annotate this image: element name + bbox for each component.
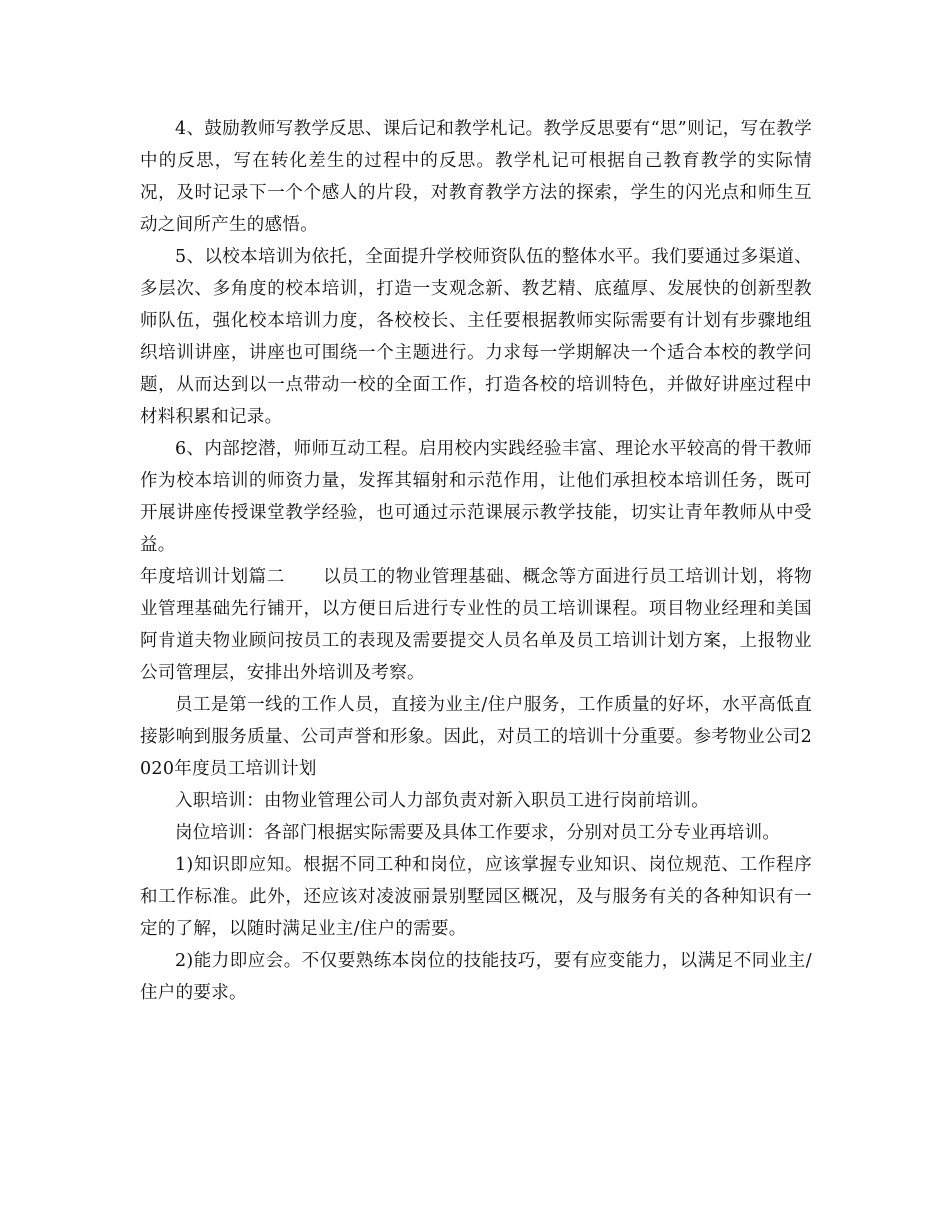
paragraph-item-6: 6、内部挖潜，师师互动工程。启用校内实践经验丰富、理论水平较高的骨干教师作为校本培训的师资力量，发挥其辐射和示范作用，让他们承担校本培训任务，既可开展讲座传授课堂教学经验，也可通过示范课展示教学技能，切实让青年教师从中受益。 — [140, 439, 812, 555]
section-heading: 年度培训计划篇二 — [140, 567, 285, 587]
paragraph-item-4: 4、鼓励教师写教学反思、课后记和教学札记。教学反思要有“思”则记，写在教学中的反思，写在转化差生的过程中的反思。教学札记可根据自己教育教学的实际情况，及时记录下一个个感人的片段，对教育教学方法的探索，学生的闪光点和师生互动之间所产生的感悟。 — [140, 119, 812, 235]
section-two-paragraph — [140, 561, 812, 689]
section-two-text: 以员工的物业管理基础、概念等方面进行员工培训计划，将物业管理基础先行铺开，以方便日后进行专业性的员工培训课程。项目物业经理和美国阿肯道夫物业顾问按员工的表现及需要提交人员名单及员工培训计划方案，上报物业公司管理层，安排出外培训及考察。 — [140, 567, 812, 683]
paragraph-item-5: 5、以校本培训为依托，全面提升学校师资队伍的整体水平。我们要通过多渠道、多层次、多角度的校本培训，打造一支观念新、教艺精、底蕴厚、发展快的创新型教师队伍，强化校本培训力度，各校校长、主任要根据教师实际需要有计划有步骤地组织培训讲座，讲座也可围绕一个主题进行。力求每一学期解决一个适合本校的教学问题，从而达到以一点带动一校的全面工作，打造各校的培训特色，并做好讲座过程中材料积累和记录。 — [140, 247, 812, 427]
paragraph-employee: 员工是第一线的工作人员，直接为业主/住户服务，工作质量的好坏，水平高低直接影响到服务质量、公司声誉和形象。因此，对员工的培训十分重要。参考物业公司2020年度员工培训计划 — [140, 695, 812, 779]
paragraph-knowledge: 1)知识即应知。根据不同工种和岗位，应该掌握专业知识、岗位规范、工作程序和工作标准。此外，还应该对凌波丽景别墅园区概况，及与服务有关的各种知识有一定的了解，以随时满足业主/住户的需要。 — [140, 855, 812, 939]
paragraph-onboarding: 入职培训：由物业管理公司人力部负责对新入职员工进行岗前培训。 — [175, 791, 709, 811]
paragraph-ability: 2)能力即应会。不仅要熟练本岗位的技能技巧，要有应变能力，以满足不同业主/住户的要求。 — [140, 951, 812, 1003]
document-body — [140, 113, 812, 1009]
paragraph-post-training: 岗位培训：各部门根据实际需要及具体工作要求，分别对员工分专业再培训。 — [175, 823, 781, 843]
